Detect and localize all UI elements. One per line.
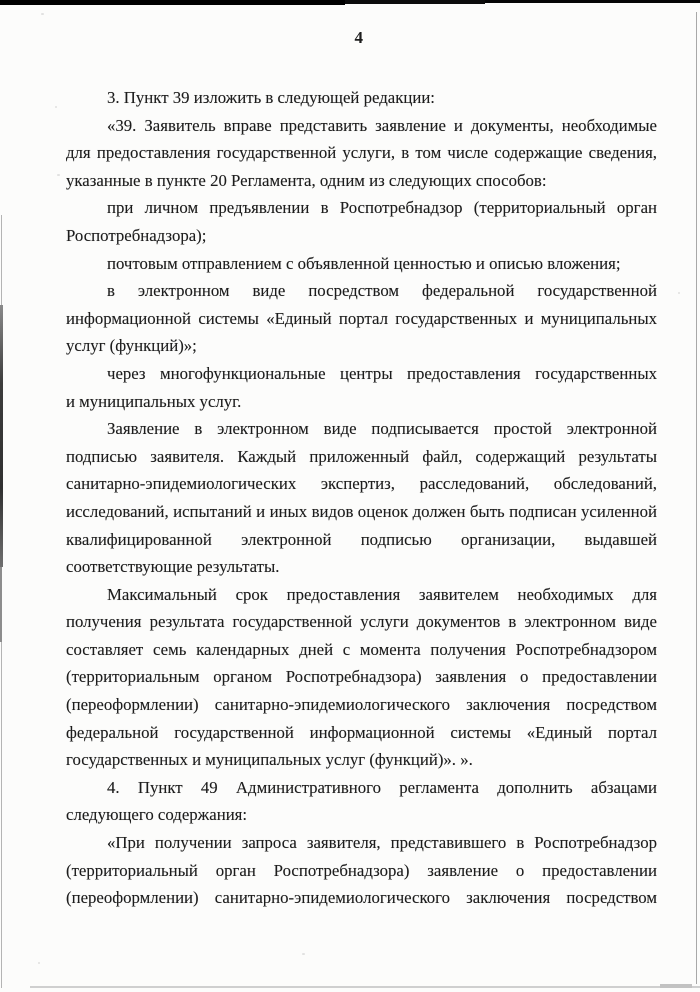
text-line: услуг (функций)»;	[66, 336, 197, 356]
text-line: исследований, испытаний и иных видов оценок должен быть подписан усиленной	[66, 501, 657, 521]
text-line: Роспотребнадзора);	[66, 225, 207, 245]
scan-artifact-top-edge-thick	[0, 0, 345, 5]
text-line: санитарно-эпидемиологических экспертиз, расследований, обследований,	[66, 474, 657, 494]
text-line: (территориальный орган Роспотребнадзора) заявление о предоставлении	[66, 860, 657, 880]
text-line: при личном предъявлении в Роспотребнадзор (территориальный орган	[107, 198, 657, 218]
text-line: подписью заявителя. Каждый приложенный файл, содержащий результаты	[66, 446, 657, 466]
text-line: Максимальный срок предоставления заявителем необходимых для	[107, 584, 657, 604]
scan-noise-speck	[55, 106, 57, 108]
text-line: указанные в пункте 20 Регламента, одним из следующих способов:	[66, 170, 547, 190]
scan-artifact-right-edge	[696, 12, 697, 984]
scan-noise-speck	[38, 962, 40, 964]
scan-artifact-bottom-edge-block	[660, 984, 692, 988]
text-line: через многофункциональные центры предоставления государственных	[107, 363, 657, 383]
scan-noise-speck	[678, 292, 680, 294]
scan-artifact-top-edge-mid	[345, 0, 485, 4]
text-line: соответствующие результаты.	[66, 557, 280, 577]
text-line: в электронном виде посредством федеральной государственной	[107, 281, 657, 301]
text-line: и муниципальных услуг.	[66, 391, 242, 411]
scan-noise-speck	[302, 953, 305, 955]
text-line: 3. Пункт 39 изложить в следующей редакции:	[107, 88, 435, 107]
text-line: следующего содержания:	[66, 805, 248, 825]
scan-artifact-left-edge-mid	[0, 567, 2, 642]
text-line: государственных и муниципальных услуг (функций)». ».	[66, 750, 473, 770]
text-line: составляет семь календарных дней с момента получения Роспотребнадзором	[66, 639, 657, 659]
text-line: почтовым отправлением с объявленной ценностью и описью вложения;	[107, 253, 621, 273]
text-line: (переоформлении) санитарно-эпидемиологического заключения посредством	[66, 695, 657, 715]
text-line: получения результата государственной услуги документов в электронном виде	[66, 612, 657, 632]
text-line: (территориальным органом Роспотребнадзора) заявления о предоставлении	[66, 667, 657, 687]
text-line: (переоформлении) санитарно-эпидемиологического заключения посредством	[66, 888, 657, 908]
text-line: «При получении запроса заявителя, представившего в Роспотребнадзор	[107, 833, 657, 853]
text-line: информационной системы «Единый портал государственных и муниципальных	[66, 308, 657, 328]
scan-noise-speck	[41, 13, 44, 15]
page-number: 4	[354, 28, 364, 47]
scan-noise-speck	[57, 174, 60, 176]
document-body	[66, 84, 657, 912]
text-line: 4. Пункт 49 Административного регламента дополнить абзацами	[107, 777, 657, 797]
text-line: федеральной государственной информационной системы «Единый портал	[66, 722, 657, 742]
scan-artifact-left-edge-dark	[0, 305, 3, 567]
text-line: «39. Заявитель вправе представить заявление и документы, необходимые	[107, 115, 657, 135]
scan-artifact-bottom-edge	[30, 986, 700, 988]
text-line: Заявление в электронном виде подписывается простой электронной	[107, 419, 657, 439]
text-line: квалифицированной электронной подписью организации, выдавшей	[66, 529, 657, 549]
text-line: для предоставления государственной услуги, в том числе содержащие сведения,	[66, 143, 657, 163]
